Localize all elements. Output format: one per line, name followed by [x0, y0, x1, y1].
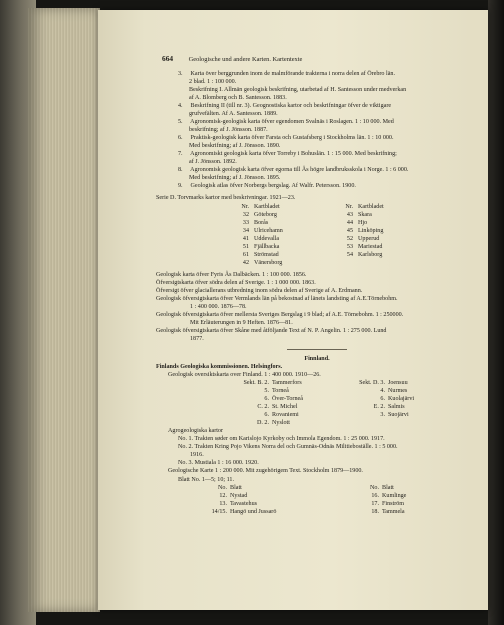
table-cell: 51 — [242, 243, 249, 250]
sekt-cell: Torneå — [272, 388, 289, 395]
blatt-cell: 18. — [371, 508, 379, 515]
blatt-cell: 12. — [219, 492, 227, 499]
sekt-cell: Salmis — [388, 404, 405, 411]
list-item — [156, 118, 478, 126]
list-item-number: 9. — [178, 183, 183, 190]
table-header: Kartbladet — [358, 203, 384, 210]
list-item-number: 3. — [178, 71, 183, 77]
list-item-number: 7. — [178, 151, 183, 158]
agro-heading: Agrogeologiska kartor — [168, 428, 223, 435]
list-item-text: Agronomisk geologisk karta öfver egorna till Ås högre landbruksskola i Norge. 1 : 6 000. — [189, 167, 409, 174]
misc-line: Mit Erläuterungen in 9 Heften. 1876—81. — [190, 319, 293, 326]
table-cell: Linköping — [358, 227, 384, 234]
table-cell: 41 — [242, 235, 249, 242]
table-cell: 43 — [346, 211, 353, 218]
table-cell: 45 — [346, 227, 353, 234]
list-item — [156, 70, 478, 78]
table-cell: 32 — [242, 211, 249, 218]
finland-heading: Finnland. — [304, 356, 330, 363]
page-number: 664 — [162, 54, 174, 63]
sekt-cell: Tammerfors — [272, 380, 302, 387]
list-item-number: 6. — [178, 135, 183, 142]
sekt-cell: 5. — [264, 388, 269, 395]
blatt-cell: 16. — [371, 492, 379, 499]
blatt-cell: Nystad — [230, 492, 248, 499]
blatt-cell: 14/15. — [211, 508, 227, 515]
blatt-cell: 13. — [219, 500, 227, 507]
blatt-line: Blatt No. 1—5; 10; 11. — [178, 476, 234, 483]
sekt-cell: Över-Torneå — [272, 396, 303, 403]
table-header: Blatt — [382, 484, 394, 491]
list-item-text: Agronomisk-geologisk karta öfver egendomen Svalnäs i Roslagen. 1 : 10 000. Med — [189, 119, 394, 126]
page-content — [156, 70, 478, 516]
table-cell: Mariestad — [358, 243, 383, 250]
sekt-cell: 6. — [380, 396, 385, 403]
blatt-cell: Tammela — [382, 508, 405, 515]
list-item-text: Praktisk-geologisk karta öfver Farsta och Gustafsberg i Stockholms län. 1 : 10 000. — [189, 135, 394, 142]
sekt-cell: 6. — [264, 396, 269, 403]
table-cell: 52 — [346, 235, 353, 242]
sekt-cell — [388, 419, 458, 427]
table-cell: Skara — [358, 211, 372, 218]
table-cell: Uddevalla — [254, 235, 280, 242]
list-item-continuation: Med beskrifning; af J. Jönsson. 1890. — [189, 143, 281, 150]
finland-subheading: Finlands Geologiska kommissionen. Helsingfors. — [156, 364, 283, 371]
list-item-number: 5. — [178, 119, 183, 126]
misc-line: Öfversigt öfver glaciallerans utbredning inom södra delen af Sverige af A. Erdmann. — [156, 287, 363, 294]
misc-line: Öfversigtskarta öfver södra delen af Sverige. 1 : 1 000 000. 1863. — [156, 279, 316, 286]
sekt-cell — [342, 419, 388, 427]
table-cell — [332, 259, 356, 267]
misc-line: Geologisk öfversigtskarta öfver mellersta Sveriges Bergslag i 9 blad; af A.E. Törnebohm. 1 : 250000. — [156, 311, 404, 318]
sekt-cell: Kuolajärvi — [388, 396, 415, 403]
table-cell: Upperud — [358, 235, 380, 242]
table-cell: 53 — [346, 243, 353, 250]
sekt-cell: Nurmes — [388, 388, 408, 395]
sekt-cell: Joensuu — [388, 380, 408, 387]
table-cell: 34 — [242, 227, 249, 234]
table-cell: 33 — [242, 219, 249, 226]
list-item — [156, 134, 478, 142]
sekt-cell: 6. — [264, 412, 269, 419]
table-cell: Vänersborg — [254, 259, 283, 266]
table-header: Kartbladet — [254, 203, 280, 210]
list-item-continuation: Med beskrifning; af J. Jönsson. 1895. — [189, 175, 281, 182]
misc-line: 1 : 400 000. 1876—78. — [190, 303, 247, 310]
table-cell: 61 — [242, 251, 249, 258]
table-cell: Borås — [254, 219, 269, 226]
list-item-continuation: af J. Jönsson. 1892. — [189, 159, 237, 166]
misc-map-list — [156, 271, 478, 343]
table-header: Nr. — [345, 203, 353, 210]
table-cell — [358, 259, 428, 267]
page-edges — [28, 8, 100, 612]
table-cell: Fjällbacka — [254, 243, 280, 250]
table-header: No. — [370, 484, 379, 491]
table-cell: 44 — [346, 219, 353, 226]
page-header — [162, 54, 462, 64]
table-cell: Ulricehamn — [254, 227, 283, 234]
sekt-cell: E. 2. — [373, 404, 385, 411]
list-item-continuation: grufvefälten. Af A. Santesson. 1889. — [189, 111, 278, 118]
misc-line: Geologisk öfversigtskarta öfver Skåne med åtföljande Text af N. P. Angelin. 1 : 275 000. Lund — [156, 327, 387, 334]
sekt-cell: Nyslott — [272, 420, 290, 427]
blatt-cell: Tavastehus — [230, 500, 257, 507]
list-item-text: Beskrifning II (till nr. 3). Geognostiska kartor och beskrifningar öfver de viktigare — [189, 103, 392, 110]
sekt-table — [194, 379, 478, 427]
list-item — [156, 102, 478, 110]
book-binding-edge — [488, 0, 504, 625]
agro-list — [156, 435, 478, 467]
sekt-cell: D. 2. — [256, 420, 269, 427]
blatt-cell: Hangö und Jussarö — [230, 508, 277, 515]
book-page — [98, 10, 488, 610]
misc-line: Geologisk karta öfver Fyris Ås Dalbäcken. 1 : 100 000. 1856. — [156, 271, 307, 278]
table-header: Blatt — [230, 484, 242, 491]
list-item-text: Geologisk atlas öfver Norbergs bergslag. Af Walfr. Petersson. 1900. — [189, 183, 356, 190]
sekt-cell: C. 2. — [257, 404, 269, 411]
blatt-cell: Kumlinge — [382, 492, 407, 499]
sekt-cell: Sekt. B. 2. — [243, 380, 269, 387]
serie-d-table — [224, 203, 478, 267]
agro-item: No. 1. Trakten søder om Karislojo Kyrkoby och Immola Egendom. 1 : 25 000. 1917. — [178, 436, 385, 443]
agro-item: No. 3. Mustiala 1 : 16 000. 1920. — [178, 460, 259, 467]
list-item — [156, 182, 478, 190]
list-item — [156, 150, 478, 158]
list-item-continuation: beskrifning; af J. Jönsson. 1887. — [189, 127, 268, 134]
list-item-continuation: 2 blad. 1 : 100 000. — [189, 79, 237, 86]
blatt-cell: 17. — [371, 500, 379, 507]
list-item-continuation: af A. Blomberg och B. Santesson. 1883. — [189, 95, 287, 102]
table-cell: Hjo — [358, 219, 368, 226]
list-item-continuation: Beskrifning I. Allmän geologisk beskrifning, utarbetad af H. Santesson under medverkan — [189, 87, 407, 94]
list-item-number: 8. — [178, 167, 183, 174]
table-header: No. — [218, 484, 227, 491]
blatt-cell: Finström — [382, 500, 405, 507]
sekt-cell: 4. — [380, 388, 385, 395]
table-cell: Göteborg — [254, 211, 277, 218]
agro-item: 1916. — [190, 452, 204, 459]
sekt-cell: Suojärvi — [388, 412, 409, 419]
sekt-cell: Rovaniemi — [272, 412, 299, 419]
running-title: Geologische und andere Karten. Kartentexte — [188, 56, 303, 63]
numbered-list — [156, 70, 478, 190]
section-divider — [287, 349, 347, 350]
serie-d-heading: Serie D. Torvmarks kartor med beskrivningar. 1921—23. — [156, 195, 296, 202]
sekt-cell: St. Michel — [272, 404, 298, 411]
table-cell: 54 — [346, 251, 353, 258]
list-item — [156, 166, 478, 174]
blatt-table — [190, 484, 478, 516]
list-item-text: Karta över berggrunden inom de malmförande trakterna i norra delen af Örebro län. — [189, 71, 395, 77]
agro-item: No. 2. Trakten Kring Pojo Vikens Norra del och Gumnäs-Odnäs Militieboställe. 1 : 5 000. — [178, 444, 398, 451]
list-item-text: Agronomiskt geologisk karta öfver Torreby i Bohuslän. 1 : 15 000. Med beskrifning; — [189, 151, 397, 158]
table-cell: Karlsborg — [358, 251, 383, 258]
finland-overview: Geologisk oversiktskarta over Finland. 1 : 400 000. 1910—26. — [168, 372, 321, 379]
sekt-cell: 3. — [380, 412, 385, 419]
table-header: Nr. — [241, 203, 249, 210]
list-item-number: 4. — [178, 103, 183, 110]
sekt-cell: Sekt. D. 3. — [359, 380, 385, 387]
table-cell: 42 — [242, 259, 249, 266]
misc-line: Geologisk öfversigtskarta öfver Vermlands län på bekostnad af länets landsting af A.E.Törnebohm. — [156, 295, 398, 302]
misc-line: 1877. — [190, 336, 204, 342]
table-cell: Strömstad — [254, 251, 279, 258]
karte-line: Geologische Karte 1 : 200 000. Mit zugehörigem Text. Stockholm 1879—1900. — [168, 468, 363, 475]
